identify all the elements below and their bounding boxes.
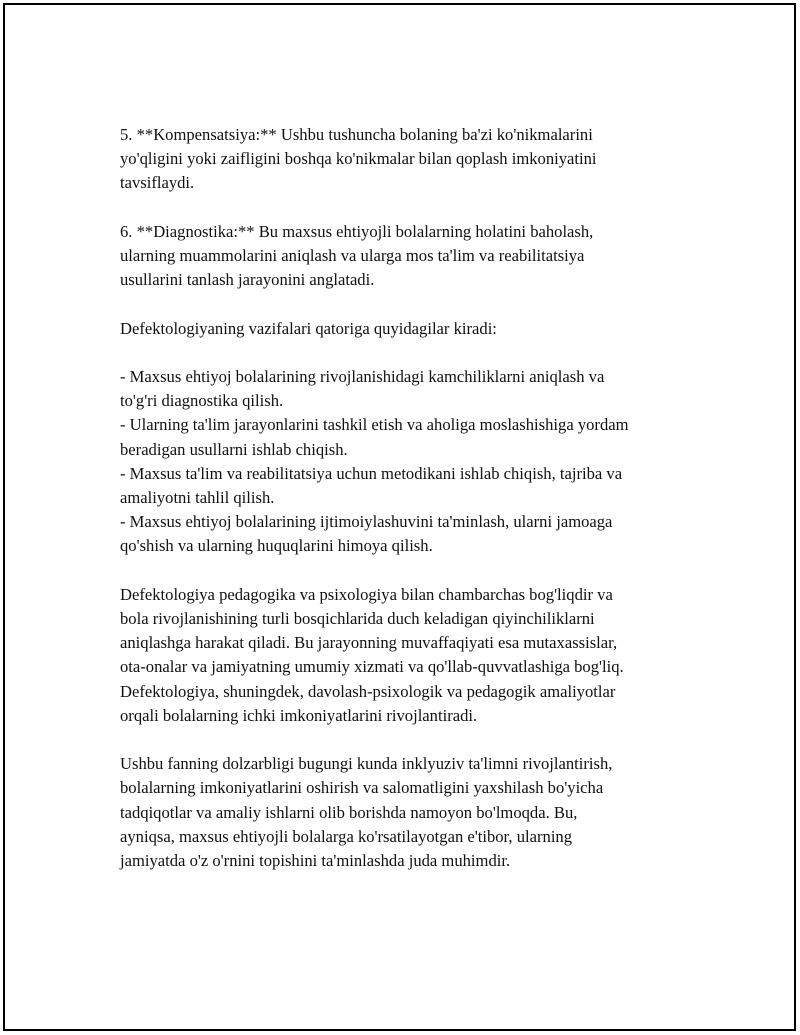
paragraph-diagnostika (120, 220, 720, 293)
text-line: Ushbu fanning dolzarbligi bugungi kunda inklyuziv ta'limni rivojlantirish, (120, 754, 613, 774)
paragraph-vazifalar-intro (120, 317, 720, 341)
list-item-line: - Maxsus ehtiyoj bolalarining ijtimoiylashuvini ta'minlash, ularni jamoaga (120, 512, 613, 532)
list-item-line: amaliyotni tahlil qilish. (120, 488, 275, 507)
list-item-line: - Maxsus ta'lim va reabilitatsiya uchun metodikani ishlab chiqish, tajriba va (120, 463, 623, 483)
text-line: bolalarning imkoniyatlarini oshirish va salomatligini yaxshilash bo'yicha (120, 778, 604, 798)
text-line: tavsiflaydi. (120, 173, 195, 193)
text-line: jamiyatda o'z o'rnini topishini ta'minlashda juda muhimdir. (120, 851, 511, 871)
paragraph-aloqalar (120, 583, 720, 728)
text-line: usullarini tanlash jarayonini anglatadi. (120, 270, 375, 290)
text-line: Defektologiyaning vazifalari qatoriga quyidagilar kiradi: (120, 318, 497, 338)
text-line: orqali bolalarning ichki imkoniyatlarini rivojlantiradi. (120, 705, 478, 725)
list-item-line: to'g'ri diagnostika qilish. (120, 391, 284, 411)
document-page (3, 3, 796, 1031)
text-line: aniqlashga harakat qiladi. Bu jarayonning muvaffaqiyati esa mutaxassislar, (120, 633, 618, 653)
list-item-line: qo'shish va ularning huquqlarini himoya qilish. (120, 536, 433, 556)
paragraph-vazifalar-list (120, 365, 720, 559)
text-line: Defektologiya, shuningdek, davolash-psixologik va pedagogik amaliyotlar (120, 681, 616, 701)
text-line: Defektologiya pedagogika va psixologiya bilan chambarchas bog'liqdir va (120, 584, 613, 604)
text-line: yo'qligini yoki zaifligini boshqa ko'nikmalar bilan qoplash imkoniyatini (120, 149, 597, 169)
text-line: bola rivojlanishining turli bosqichlarida duch keladigan qiyinchiliklarni (120, 609, 595, 628)
list-item-line: - Maxsus ehtiyoj bolalarining rivojlanishidagi kamchiliklarni aniqlash va (120, 366, 605, 386)
text-line: ularning muammolarini aniqlash va ularga mos ta'lim va reabilitatsiya (120, 246, 585, 265)
list-item-line: beradigan usullarni ishlab chiqish. (120, 439, 348, 459)
paragraph-dolzarblik (120, 752, 720, 873)
document-body (120, 123, 720, 897)
text-line: tadqiqotlar va amaliy ishlarni olib borishda namoyon bo'lmoqda. Bu, (120, 802, 578, 822)
text-line: ota-onalar va jamiyatning umumiy xizmati va qo'llab-quvvatlashiga bog'liq. (120, 657, 624, 677)
text-line: 6. **Diagnostika:** Bu maxsus ehtiyojli bolalarning holatini baholash, (120, 221, 594, 241)
text-line: ayniqsa, maxsus ehtiyojli bolalarga ko'rsatilayotgan e'tibor, ularning (120, 826, 573, 846)
paragraph-kompensatsiya (120, 123, 720, 196)
text-line: 5. **Kompensatsiya:** Ushbu tushuncha bolaning ba'zi ko'nikmalarini (120, 125, 593, 144)
list-item-line: - Ularning ta'lim jarayonlarini tashkil etish va aholiga moslashishiga yordam (120, 415, 629, 435)
